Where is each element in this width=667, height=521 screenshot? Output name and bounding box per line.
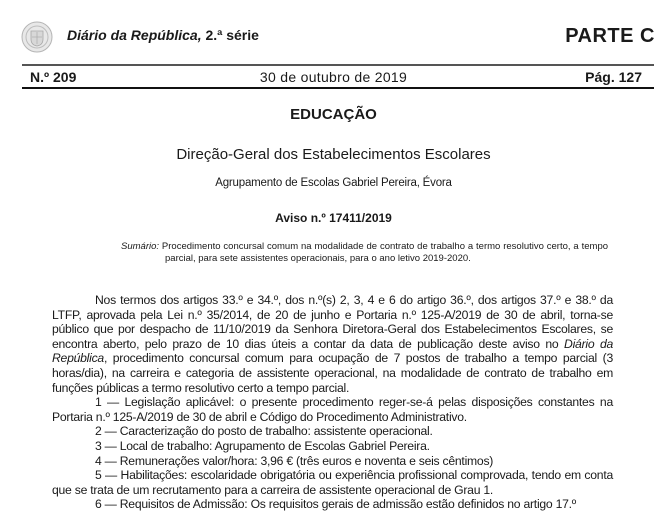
intro-paragraph xyxy=(52,293,613,395)
journal-reference: Diário da República xyxy=(52,336,613,366)
coat-of-arms-icon xyxy=(21,21,53,53)
sector-heading: EDUCAÇÃO xyxy=(290,106,377,123)
notice-body xyxy=(52,293,613,512)
journal-title xyxy=(67,27,259,43)
summary-text: Procedimento concursal comum na modalidade de contrato de trabalho a termo resolutivo certo, a tempo parcial, para sete assistentes operacionais, para o ano letivo 2019-2020. xyxy=(161,241,609,264)
department-heading: Direção-Geral dos Estabelecimentos Escolares xyxy=(176,146,491,163)
list-item: 6 — Requisitos de Admissão: Os requisitos gerais de admissão estão definidos no artigo 17.º xyxy=(95,497,576,512)
issue-number: N.º 209 xyxy=(30,69,77,85)
page-number: Pág. 127 xyxy=(585,69,642,85)
header-rule-bottom xyxy=(22,87,654,89)
journal-series: 2.ª série xyxy=(205,27,259,43)
school-group: Agrupamento de Escolas Gabriel Pereira, Évora xyxy=(215,177,452,189)
header-rule-top xyxy=(22,64,654,66)
part-label: PARTE C xyxy=(565,25,655,47)
intro-text-continued: , procedimento concursal comum para ocupação de 7 postos de trabalho a tempo parcial (3 horas/dia), na carreira e categoria de assistente operacional, na modalidade de contrato de trabalho em funções públicas a termo resolutivo certo a tempo parcial. xyxy=(52,351,613,395)
issue-date: 30 de outubro de 2019 xyxy=(259,69,408,85)
summary xyxy=(121,241,608,265)
intro-text: Nos termos dos artigos 33.º e 34.º, dos n.º(s) 2, 3, 4 e 6 do artigo 36.º, dos artigos 37.º e 38.º da LTFP, aprovada pela Lei n.º 35/2014, de 20 de junho e Portaria n.º 125-A/2019 de 30 de abril, torna-se público que por despacho de 11/10/2019 da Senhora Diretora-Geral dos Estabelecimentos Escolares, se encontra aberto, pelo prazo de 10 dias úteis a contar da data de publicação deste aviso no xyxy=(52,293,613,351)
list-item: 5 — Habilitações: escolaridade obrigatória ou experiência profissional comprovada, tendo em conta que se trata de um recrutamento para a carreira de assistente operacional de Grau 1. xyxy=(52,468,613,497)
summary-label: Sumário: xyxy=(121,241,160,252)
notice-number: Aviso n.º 17411/2019 xyxy=(275,211,392,225)
list-item: 1 — Legislação aplicável: o presente procedimento reger-se-á pelas disposições constantes na Portaria n.º 125-A/2019 de 30 de abril e Código do Procedimento Administrativo. xyxy=(52,395,613,424)
list-item: 3 — Local de trabalho: Agrupamento de Escolas Gabriel Pereira. xyxy=(95,438,430,453)
journal-name: Diário da República, xyxy=(67,27,202,43)
list-item: 4 — Remunerações valor/hora: 3,96 € (três euros e noventa e seis cêntimos) xyxy=(95,453,494,468)
list-item: 2 — Caracterização do posto de trabalho: assistente operacional. xyxy=(95,424,433,439)
